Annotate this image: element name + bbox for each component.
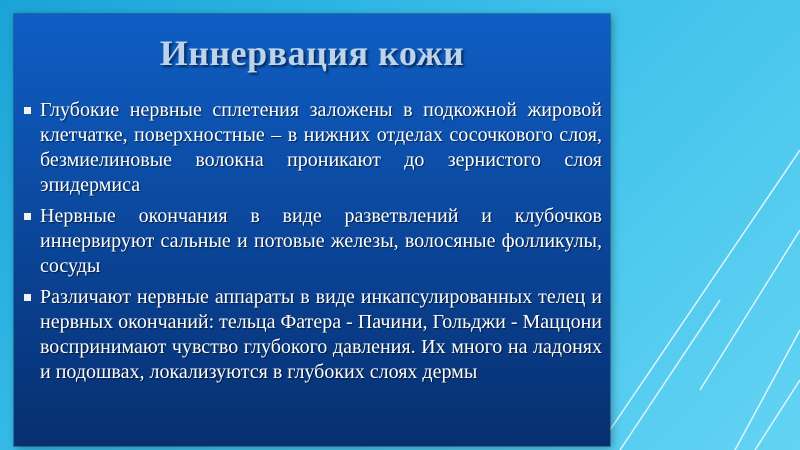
bullet-item-2 xyxy=(14,204,610,279)
bullet-text: Различают нервные аппараты в виде инкапсулированных телец и нервных окончаний: тельца Фатера - Пачини, Гольджи - Маццони воспринимают чувство глубокого давления. Их много на ладонях и подошвах, локализуются в глубоких слоях дермы xyxy=(40,286,602,383)
bullet-item-1 xyxy=(14,98,610,198)
square-bullet-icon xyxy=(24,294,31,301)
slide-content-panel xyxy=(14,14,610,446)
square-bullet-icon xyxy=(24,213,31,220)
slide-title: Иннервация кожи xyxy=(159,33,465,73)
bullet-item-3 xyxy=(14,285,610,385)
bullet-text: Нервные окончания в виде разветвлений и клубочков иннервируют сальные и потовые железы, волосяные фолликулы, сосуды xyxy=(40,205,602,277)
bullet-list xyxy=(14,98,610,391)
bullet-text: Глубокие нервные сплетения заложены в подкожной жировой клетчатке, поверхностные – в нижних отделах сосочкового слоя, безмиелиновые волокна проникают до зернистого слоя эпидермиса xyxy=(40,99,602,196)
square-bullet-icon xyxy=(24,107,31,114)
